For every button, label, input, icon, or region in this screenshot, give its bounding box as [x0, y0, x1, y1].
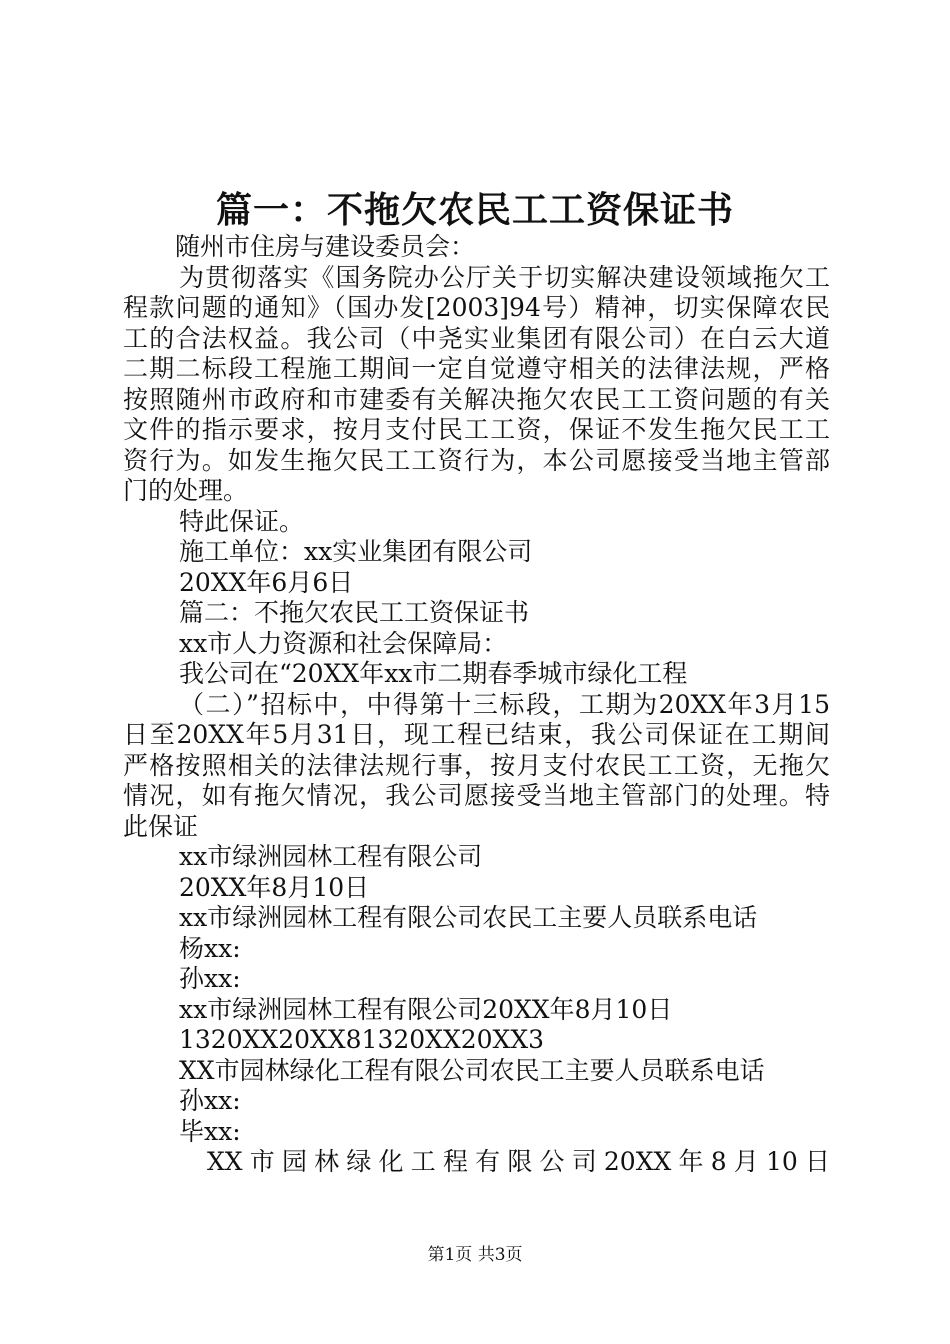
paragraph-line: 门的处理。	[123, 476, 249, 505]
signature-date: 20XX年6月6日	[179, 567, 354, 597]
paragraph-line: 程款问题的通知》（国办发[2003]94号）精神，切实保障农民	[123, 293, 830, 322]
section-heading: 篇二：不拖欠农民工工资保证书	[179, 598, 530, 627]
paragraph-line: 我公司在“20XX年xx市二期春季城市绿化工程	[179, 659, 688, 688]
contact-person: 孙xx:	[179, 1086, 241, 1115]
addressee-line: 随州市住房与建设委员会：	[175, 232, 476, 261]
paragraph-line: 文件的指示要求，按月支付民工工资，保证不发生拖欠民工工	[123, 415, 830, 444]
contact-heading: XX市园林绿化工程有限公司农民工主要人员联系电话	[179, 1055, 765, 1085]
page-footer: 第1页 共3页	[427, 1245, 523, 1265]
company-date-line: xx市绿洲园林工程有限公司20XX年8月10日	[179, 994, 673, 1024]
signature-date: 20XX年8月10日	[179, 872, 370, 902]
contact-heading: xx市绿洲园林工程有限公司农民工主要人员联系电话	[179, 903, 758, 932]
paragraph-line: （二）”招标中，中得第十三标段，工期为20XX年3月15	[179, 689, 830, 719]
contact-person: 杨xx:	[179, 933, 241, 963]
phone-numbers: 1320XX20XX81320XX20XX3	[179, 1025, 545, 1054]
addressee-line: xx市人力资源和社会保障局：	[179, 628, 508, 658]
signature-unit: 施工单位：xx实业集团有限公司	[179, 537, 533, 566]
paragraph-line: 此保证	[123, 811, 199, 841]
paragraph-line: 日至20XX年5月31日，现工程已结束，我公司保证在工期间	[123, 720, 830, 749]
company-name: xx市绿洲园林工程有限公司	[179, 842, 483, 871]
contact-person: 孙xx:	[179, 964, 241, 993]
paragraph-line: 二期二标段工程施工期间一定自觉遵守相关的法律法规，严格	[123, 354, 830, 383]
company-date-line: XX市园林绿化工程有限公司20XX年8月10日	[207, 1147, 830, 1176]
document-body	[123, 232, 830, 1178]
closing-line: 特此保证。	[179, 506, 305, 536]
paragraph-line: 严格按照相关的法律法规行事，按月支付农民工工资，无拖欠	[123, 750, 830, 780]
document-title: 篇一：不拖欠农民工工资保证书	[215, 189, 734, 231]
paragraph-line: 工的合法权益。我公司（中尧实业集团有限公司）在白云大道	[123, 323, 830, 353]
paragraph-line: 按照随州市政府和市建委有关解决拖欠农民工工资问题的有关	[123, 384, 830, 414]
paragraph-line: 情况，如有拖欠情况，我公司愿接受当地主管部门的处理。特	[123, 781, 830, 810]
contact-person: 毕xx:	[179, 1116, 241, 1146]
paragraph-line: 为贯彻落实《国务院办公厅关于切实解决建设领域拖欠工	[179, 262, 830, 292]
paragraph-line: 资行为。如发生拖欠民工工资行为，本公司愿接受当地主管部	[123, 445, 830, 475]
